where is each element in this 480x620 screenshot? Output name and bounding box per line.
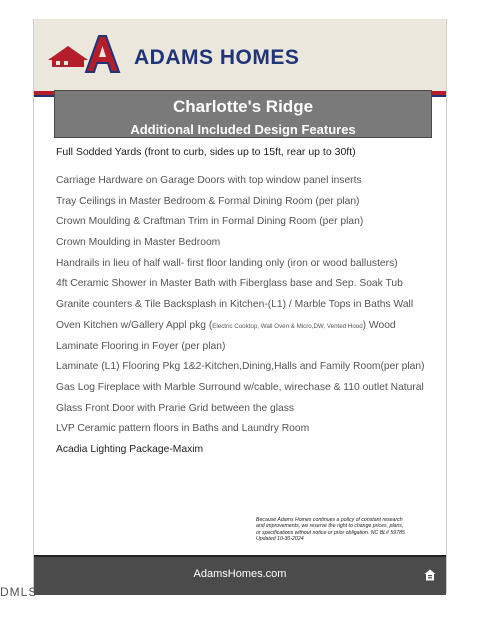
- mls-watermark: DMLS: [0, 585, 38, 599]
- adams-homes-logo: [46, 34, 132, 74]
- footer-band: [34, 555, 446, 595]
- equal-housing-icon: [424, 569, 436, 581]
- brand-name: ADAMS HOMES: [134, 46, 300, 69]
- feature-item: Glass Front Door with Prarie Grid between the glass: [56, 402, 295, 414]
- features-subtitle: Additional Included Design Features: [130, 122, 356, 137]
- feature-item: Handrails in lieu of half wall- first floor landing only (iron or wood ballusters): [56, 257, 398, 269]
- feature-item-detail: Electric Cooktop, Wall Oven & Micro,DW, Vented Hood: [212, 322, 363, 330]
- feature-item: Carriage Hardware on Garage Doors with top window panel inserts: [56, 175, 362, 186]
- community-title: Charlotte's Ridge: [172, 97, 314, 116]
- title-box: [54, 90, 432, 138]
- lead-feature: Full Sodded Yards (front to curb, sides up to 15ft, rear up to 30ft): [56, 146, 356, 158]
- website-link[interactable]: AdamsHomes.com: [193, 568, 287, 580]
- feature-item: Tray Ceilings in Master Bedroom & Formal Dining Room (per plan): [56, 195, 360, 207]
- feature-item: Gas Log Fireplace with Marble Surround w/cable, wirechase & 110 outlet Natural: [56, 381, 424, 393]
- feature-item: Crown Moulding & Craftman Trim in Formal Dining Room (per plan): [56, 216, 364, 228]
- house-a-logo-icon: [46, 34, 132, 74]
- disclaimer: Because Adams Homes continues a policy of constant research and improvements, we reserve the right to change prices, plans, or specifications without notice or prior obligation. NC BL# 59785 Updated 10-30-2024: [256, 517, 405, 543]
- feature-item: Laminate Flooring in Foyer (per plan): [56, 340, 226, 352]
- feature-item: Granite counters & Tile Backsplash in Kitchen-(L1) / Marble Tops in Baths Wall: [56, 299, 414, 311]
- feature-list: [56, 174, 436, 464]
- feature-item: LVP Ceramic pattern floors in Baths and Laundry Room: [56, 423, 310, 435]
- feature-item: Acadia Lighting Package-Maxim: [56, 443, 204, 455]
- flyer-sheet: [33, 19, 447, 593]
- feature-item: Crown Moulding in Master Bedroom: [56, 237, 221, 249]
- feature-item: 4ft Ceramic Shower in Master Bath with Fiberglass base and Sep. Soak Tub: [56, 278, 403, 290]
- feature-item: Laminate (L1) Flooring Pkg 1&2-Kitchen,Dining,Halls and Family Room(per plan): [56, 361, 425, 373]
- feature-item: Oven Kitchen w/Gallery Appl pkg (Electric Cooktop, Wall Oven & Micro,DW, Vented Hood) Wood: [56, 319, 396, 331]
